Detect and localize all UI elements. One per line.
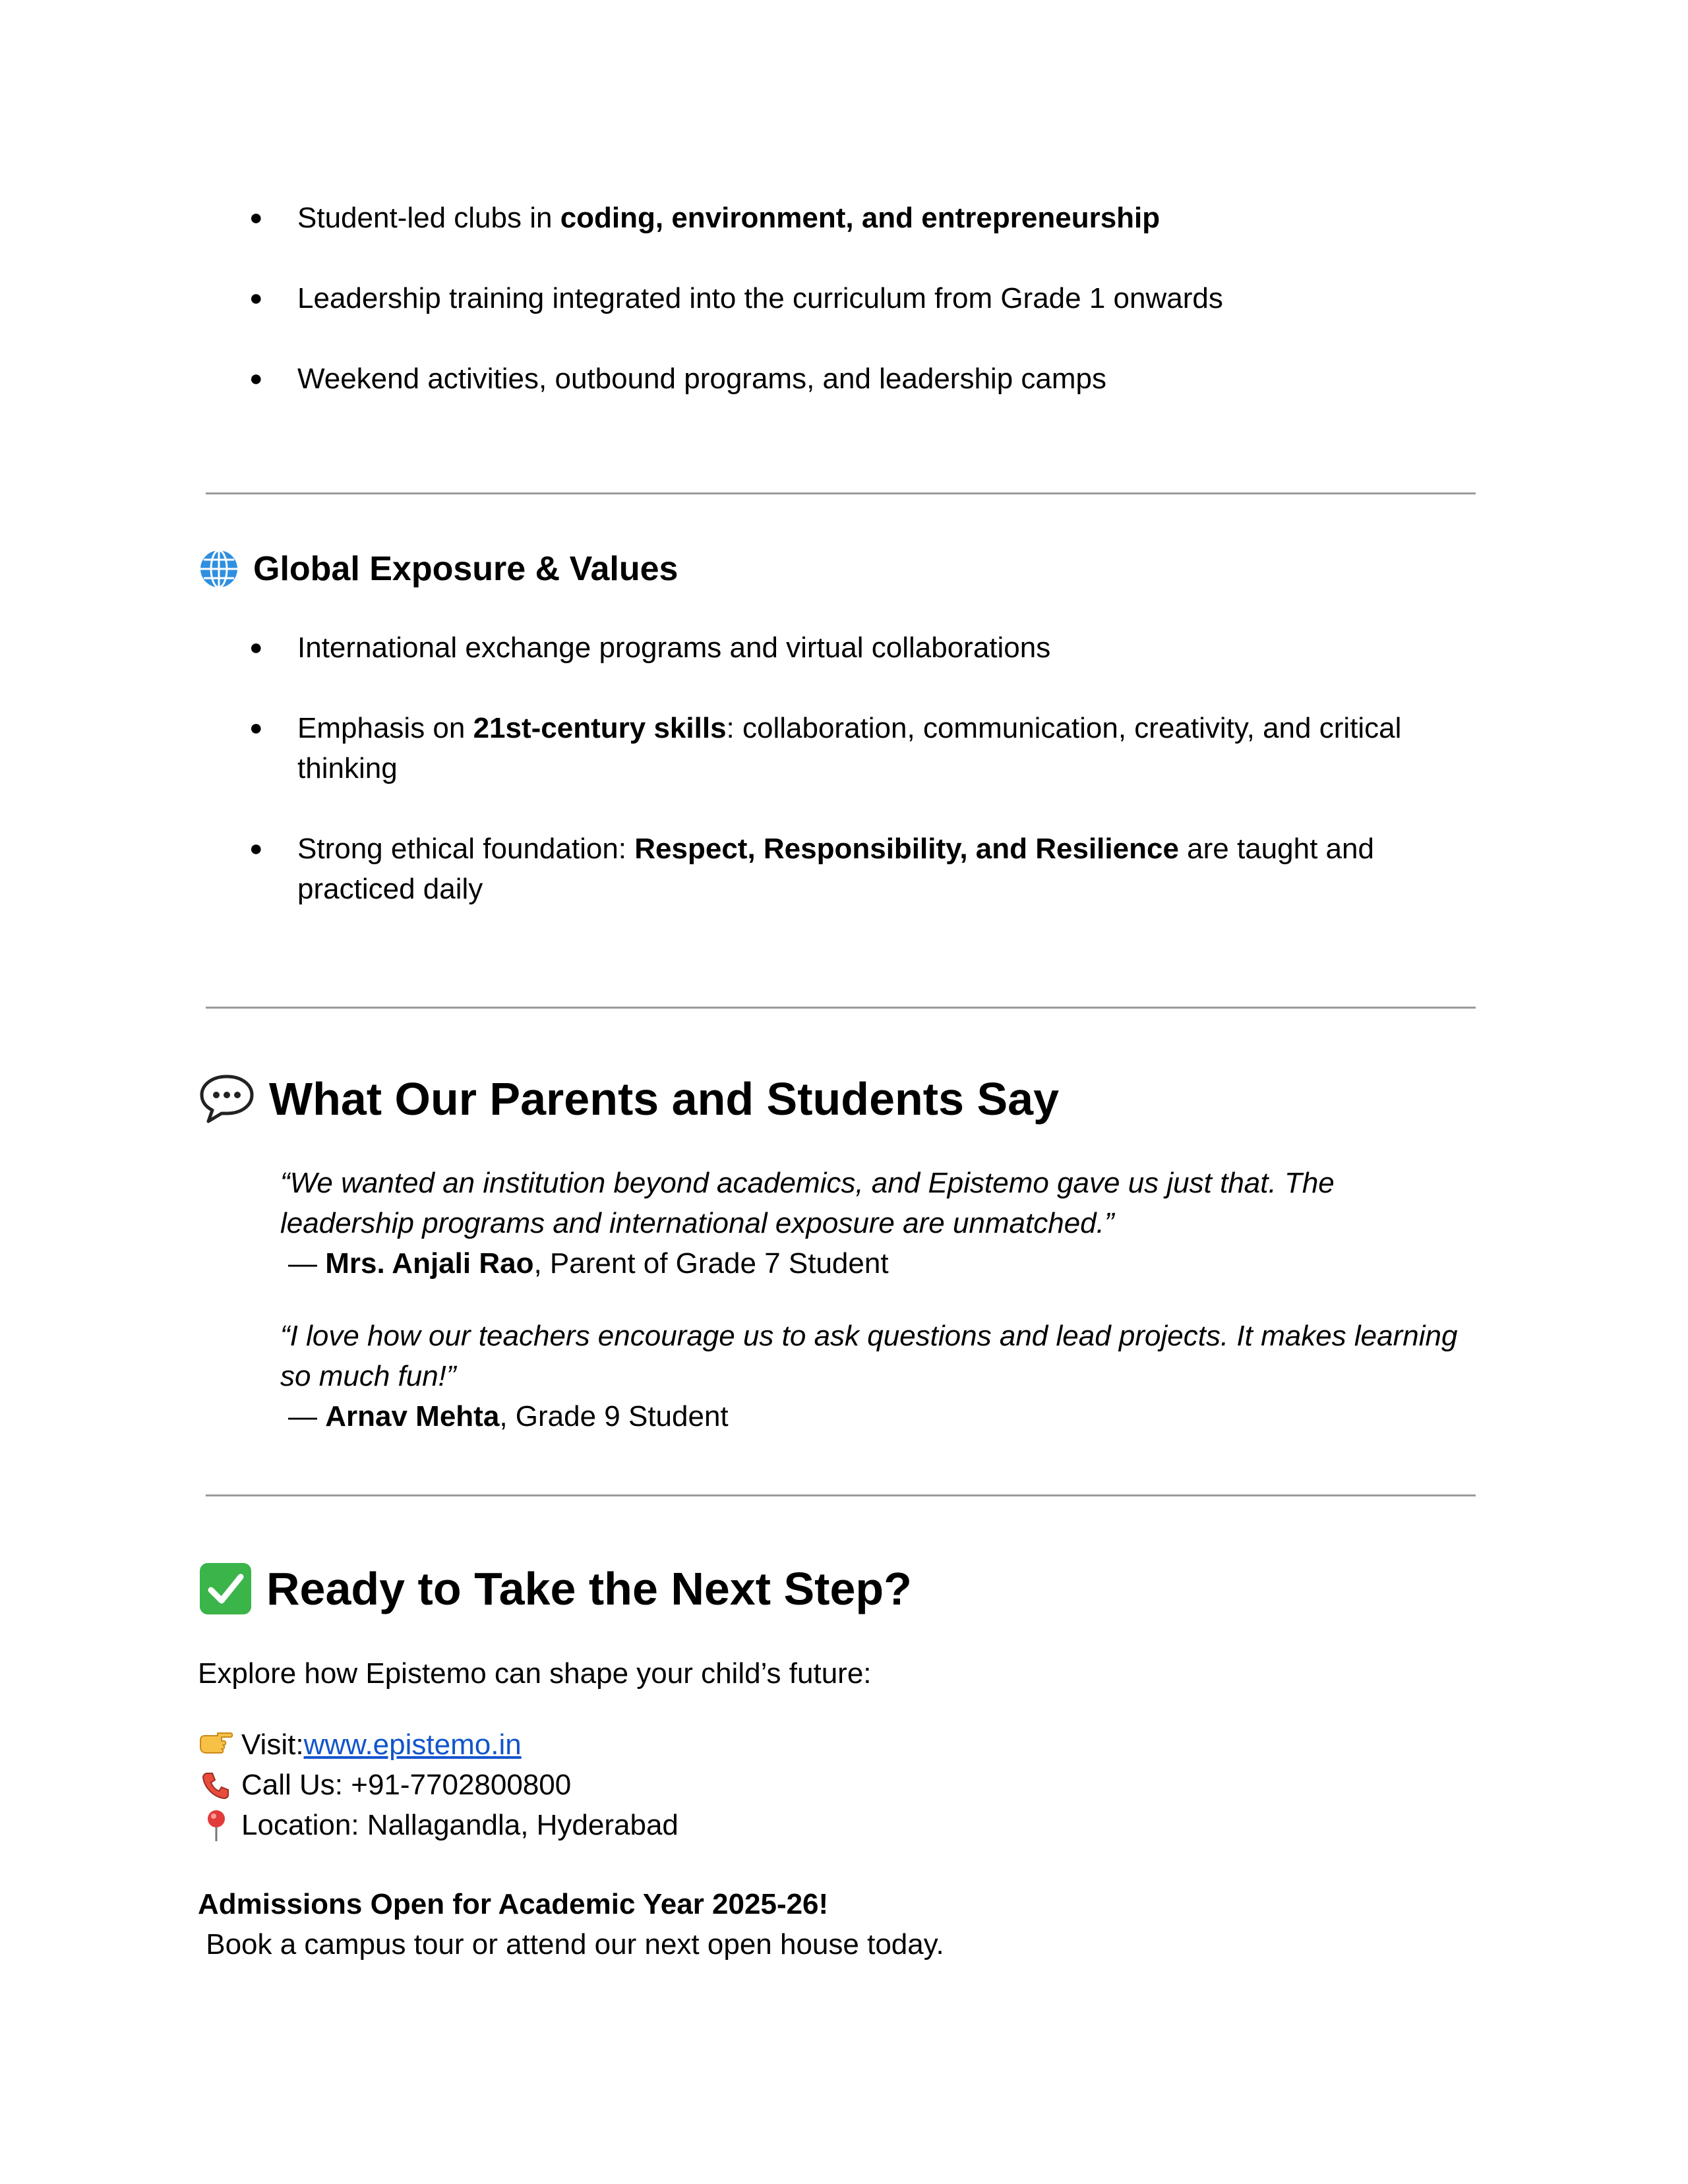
bullet-icon: ●	[249, 285, 263, 310]
global-section-title: Global Exposure & Values	[253, 550, 678, 588]
location-line	[198, 1805, 678, 1845]
list-item	[198, 628, 1490, 668]
bullet-bold-text: coding, environment, and entrepreneurship	[560, 202, 1160, 234]
cta-heading	[198, 1559, 912, 1618]
cta-title: Ready to Take the Next Step?	[266, 1563, 912, 1614]
bullet-text: Strong ethical foundation:	[297, 833, 635, 865]
bullet-bold-text: Respect, Responsibility, and Resilience	[634, 833, 1179, 865]
visit-line	[198, 1725, 678, 1765]
cta-intro: Explore how Epistemo can shape your child’s future:	[198, 1657, 872, 1690]
global-section-heading	[198, 546, 678, 592]
section-divider	[206, 1494, 1476, 1496]
list-item	[198, 829, 1490, 909]
bullet-bold-text: 21st-century skills	[473, 712, 727, 744]
testimonial-quote: “I love how our teachers encourage us to ask questions and lead projects. It makes learning so much fun!”	[280, 1320, 1458, 1392]
testimonial-quote: “We wanted an institution beyond academics, and Epistemo gave us just that. The leadership programs and international exposure are unmatched.”	[280, 1167, 1335, 1239]
bullet-text: Weekend activities, outbound programs, and leadership camps	[297, 363, 1106, 395]
attribution-dash: —	[288, 1247, 326, 1280]
visit-label: Visit:	[241, 1728, 304, 1761]
bullet-text: Emphasis on	[297, 712, 473, 744]
testimonial-name: Mrs. Anjali Rao	[325, 1247, 534, 1280]
testimonial-attribution	[280, 1243, 1467, 1284]
testimonials-title: What Our Parents and Students Say	[269, 1073, 1059, 1125]
bullet-icon: ●	[249, 635, 263, 660]
bullet-text: are taught and practiced daily	[297, 833, 1374, 905]
globe-icon	[198, 548, 240, 590]
section-divider	[206, 1007, 1476, 1009]
attribution-dash: —	[288, 1400, 326, 1432]
bullet-text: : collaboration, communication, creativity, and critical thinking	[297, 712, 1402, 784]
testimonial-role: , Grade 9 Student	[499, 1400, 729, 1432]
testimonial-item	[280, 1163, 1467, 1284]
bullet-icon: ●	[249, 366, 263, 391]
leadership-list	[198, 198, 1490, 399]
testimonial-name: Arnav Mehta	[325, 1400, 500, 1432]
call-line	[198, 1765, 678, 1805]
bullet-text: Leadership training integrated into the curriculum from Grade 1 onwards	[297, 282, 1223, 314]
pointing-hand-icon	[198, 1730, 235, 1759]
global-list	[198, 628, 1490, 909]
testimonial-role: , Parent of Grade 7 Student	[533, 1247, 889, 1280]
section-divider	[206, 492, 1476, 494]
location-pin-icon	[198, 1808, 235, 1843]
call-text: Call Us: +91-7702800800	[241, 1769, 572, 1801]
list-item	[198, 278, 1490, 318]
testimonials-heading	[198, 1069, 1059, 1129]
speech-bubble-icon	[198, 1073, 256, 1125]
testimonial-item	[280, 1316, 1467, 1436]
testimonial-attribution	[280, 1396, 1467, 1436]
list-item	[198, 359, 1490, 399]
bullet-icon: ●	[249, 715, 263, 740]
bullet-icon: ●	[249, 836, 263, 861]
website-link[interactable]: www.epistemo.in	[303, 1728, 522, 1761]
closing-text: Book a campus tour or attend our next open house today.	[198, 1928, 944, 1961]
location-text: Location: Nallagandla, Hyderabad	[241, 1809, 678, 1841]
list-item	[198, 198, 1490, 238]
phone-icon	[198, 1769, 235, 1801]
bullet-text: International exchange programs and virtual collaborations	[297, 632, 1051, 664]
admissions-announcement: Admissions Open for Academic Year 2025-26!	[198, 1888, 829, 1920]
contact-block	[198, 1725, 678, 1845]
bullet-icon: ●	[249, 205, 263, 230]
bullet-text: Student-led clubs in	[297, 202, 560, 234]
list-item	[198, 708, 1490, 788]
check-mark-icon	[198, 1561, 253, 1616]
